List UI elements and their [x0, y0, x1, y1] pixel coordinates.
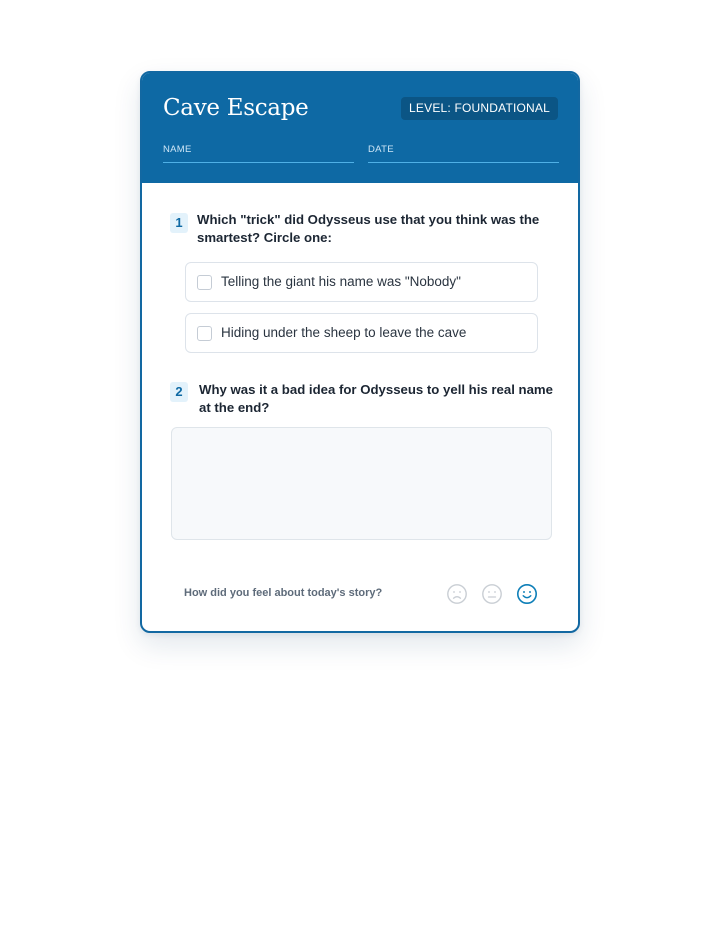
question-1-option-1[interactable] — [185, 262, 538, 302]
worksheet-header — [142, 73, 578, 183]
date-field[interactable] — [368, 141, 559, 163]
question-2-number: 2 — [170, 382, 188, 402]
neutral-face-icon[interactable] — [481, 583, 503, 605]
happy-face-icon[interactable] — [516, 583, 538, 605]
worksheet-card — [140, 71, 580, 633]
option-2-label: Hiding under the sheep to leave the cave — [221, 325, 467, 340]
option-1-checkbox[interactable] — [197, 275, 212, 290]
feedback-prompt: How did you feel about today's story? — [184, 587, 383, 599]
question-2-text: Why was it a bad idea for Odysseus to yell his real name at the end? — [199, 382, 553, 415]
question-1-option-2[interactable] — [185, 313, 538, 353]
question-2-answer-input[interactable] — [171, 427, 552, 540]
name-field[interactable] — [163, 141, 354, 163]
level-badge: LEVEL: FOUNDATIONAL — [401, 97, 558, 120]
sad-face-icon[interactable] — [446, 583, 468, 605]
date-field-label: DATE — [368, 144, 394, 155]
question-1-number: 1 — [170, 213, 188, 233]
option-2-checkbox[interactable] — [197, 326, 212, 341]
worksheet-title: Cave Escape — [163, 95, 309, 121]
name-field-label: NAME — [163, 144, 192, 155]
option-1-label: Telling the giant his name was "Nobody" — [221, 274, 461, 289]
question-1-text: Which "trick" did Odysseus use that you think was the smartest? Circle one: — [197, 212, 540, 245]
